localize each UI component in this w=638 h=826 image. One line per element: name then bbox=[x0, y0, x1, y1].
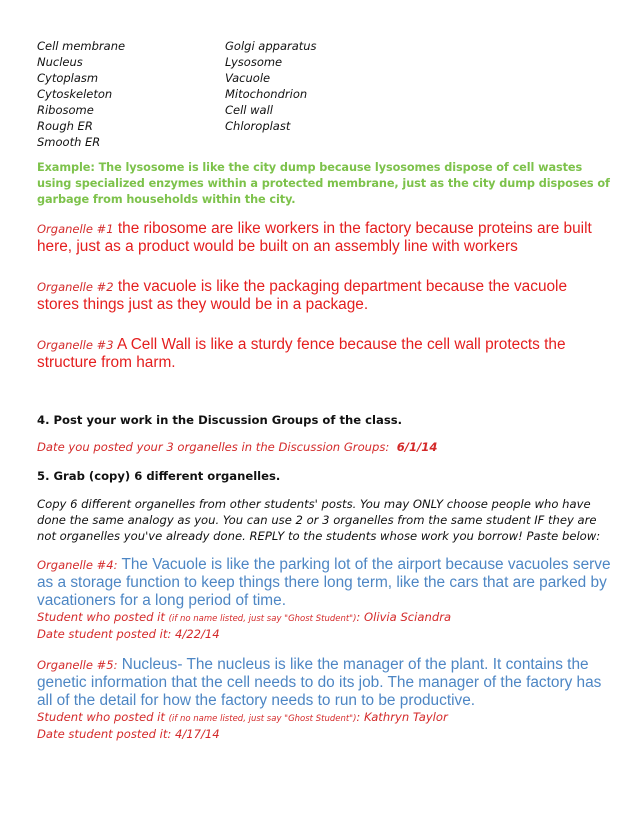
student-date-label: Date student posted it: bbox=[37, 627, 175, 641]
organelle-analogy-text: Nucleus- The nucleus is like the manager of the plant. It contains the genetic information that the cell needs to do its job. The manager of the factory has all of the detail for how the factory needs to run to be productive. bbox=[37, 656, 602, 709]
organelle-list-item: Lysosome bbox=[225, 55, 283, 69]
student-name: Kathryn Taylor bbox=[364, 710, 448, 724]
step-5-instructions: Copy 6 different organelles from other students' posts. You may ONLY choose people who have done the same analogy as you. You can use 2 or 3 organelles from the same student IF they are not organelles you've already done. REPLY to the students whose work you borrow! Paste below: bbox=[37, 497, 601, 543]
student-posted-line bbox=[37, 710, 612, 727]
student-date-value: 4/22/14 bbox=[174, 627, 220, 641]
organelle-entry-1 bbox=[37, 220, 612, 256]
student-date-value: 4/17/14 bbox=[174, 727, 220, 741]
organelle-list-item: Cytoskeleton bbox=[37, 87, 113, 101]
organelle-analogy-text: The Vacuole is like the parking lot of the airport because vacuoles serve as a storage function to keep things there long term, like the cars that are parked by vacationers for a long period of time bbox=[37, 556, 611, 609]
student-label: Student who posted it bbox=[37, 610, 165, 624]
analogy-end: . bbox=[281, 592, 286, 609]
organelle-list-item: Rough ER bbox=[37, 119, 93, 133]
student-posted-line bbox=[37, 610, 612, 627]
organelle-list-item: Cytoplasm bbox=[37, 71, 99, 85]
organelle-list bbox=[37, 38, 612, 149]
organelle-list-column-1 bbox=[37, 38, 125, 150]
ghost-student-hint: (if no name listed, just say "Ghost Student") bbox=[168, 714, 357, 724]
student-label: Student who posted it bbox=[37, 710, 165, 724]
step-4-heading: 4. Post your work in the Discussion Groups of the class. bbox=[37, 413, 403, 427]
organelle-label: Organelle #2 bbox=[37, 280, 114, 294]
posted-date-value: 6/1/14 bbox=[396, 440, 438, 454]
organelle-label: Organelle #1 bbox=[37, 222, 114, 236]
separator: : bbox=[356, 610, 364, 624]
organelle-list-item: Smooth ER bbox=[37, 135, 101, 149]
step-5-heading: 5. Grab (copy) 6 different organelles. bbox=[37, 469, 281, 483]
organelle-label: Organelle #5: bbox=[37, 658, 118, 672]
organelle-list-item: Cell wall bbox=[225, 103, 273, 117]
posted-date-label: Date you posted your 3 organelles in the Discussion Groups: bbox=[37, 440, 390, 454]
worksheet-page bbox=[37, 38, 612, 742]
student-name: Olivia Sciandra bbox=[364, 610, 452, 624]
organelle-list-item: Ribosome bbox=[37, 103, 94, 117]
borrowed-organelle-5 bbox=[37, 656, 612, 710]
organelle-analogy-text: the vacuole is like the packaging department because the vacuole stores things just as they would be in a package. bbox=[37, 278, 568, 313]
organelle-entry-2 bbox=[37, 278, 612, 314]
separator: : bbox=[356, 710, 364, 724]
organelle-list-item: Nucleus bbox=[37, 55, 83, 69]
organelle-list-item: Cell membrane bbox=[37, 39, 126, 53]
borrowed-organelle-4 bbox=[37, 556, 612, 610]
ghost-student-hint: (if no name listed, just say "Ghost Student") bbox=[168, 614, 357, 624]
organelle-list-column-2 bbox=[225, 38, 317, 134]
example-analogy: Example: The lysosome is like the city dump because lysosomes dispose of cell wastes using specialized enzymes within a protected membrane, just as the city dump disposes of garbage from households within the city. bbox=[37, 161, 610, 206]
organelle-list-item: Mitochondrion bbox=[225, 87, 308, 101]
student-date-label: Date student posted it: bbox=[37, 727, 175, 741]
organelle-list-item: Vacuole bbox=[225, 71, 271, 85]
organelle-list-item: Chloroplast bbox=[225, 119, 291, 133]
organelle-analogy-text: the ribosome are like workers in the factory because proteins are built here, just as a product would be built on an assembly line with workers bbox=[37, 220, 592, 255]
organelle-label: Organelle #4: bbox=[37, 558, 118, 572]
organelle-analogy-text: A Cell Wall is like a sturdy fence because the cell wall protects the structure from harm. bbox=[37, 336, 566, 371]
student-date-line bbox=[37, 627, 612, 642]
student-date-line bbox=[37, 727, 612, 742]
organelle-label: Organelle #3 bbox=[37, 338, 114, 352]
posted-date-line bbox=[37, 440, 612, 454]
organelle-entry-3 bbox=[37, 336, 612, 372]
organelle-list-item: Golgi apparatus bbox=[225, 39, 317, 53]
